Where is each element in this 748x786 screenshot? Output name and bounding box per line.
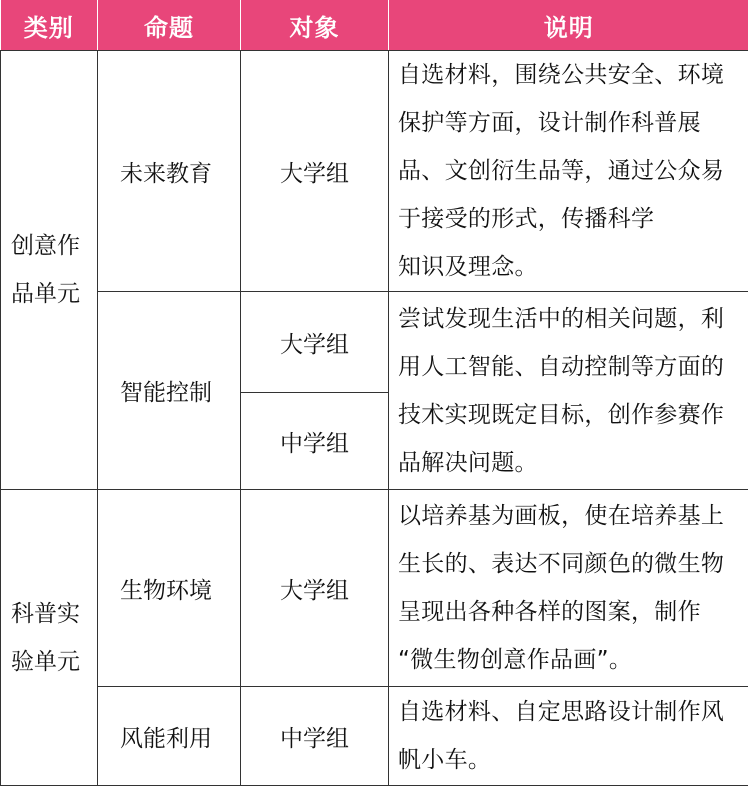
description-line: 生长的、表达不同颜色的微生物 [398, 551, 725, 577]
description-cell [389, 687, 748, 786]
topic-cell: 智能控制 [98, 292, 241, 490]
description-line: 自选材料，围绕公共安全、环境 [398, 62, 725, 88]
target-cell: 大学组 [241, 51, 389, 292]
topic-cell: 风能利用 [98, 687, 241, 786]
category-text: 科普实 [11, 600, 80, 627]
description-line: 知识及理念。 [398, 254, 538, 280]
description-cell [389, 292, 748, 490]
table-row [1, 687, 748, 786]
description-line: 自选材料、自定思路设计制作风 [398, 699, 725, 725]
topic-cell: 未来教育 [98, 51, 241, 292]
description-line: 帆小车。 [398, 747, 492, 773]
table-row [1, 490, 748, 687]
description-line: 保护等方面，设计制作科普展 [398, 110, 701, 136]
table-row [1, 292, 748, 393]
header-row [1, 0, 748, 51]
header-target: 对象 [241, 0, 389, 51]
category-text: 验单元 [11, 648, 80, 675]
description-line: 品解决问题。 [398, 449, 538, 476]
category-text: 创意作 [11, 233, 80, 259]
category-cell-creative [1, 51, 98, 490]
description-cell [389, 490, 748, 687]
target-cell: 中学组 [241, 393, 389, 490]
target-cell: 大学组 [241, 292, 389, 393]
description-line: 尝试发现生活中的相关问题，利 [398, 305, 725, 332]
description-line: “微生物创意作品画”。 [398, 647, 633, 673]
table-row [1, 51, 748, 292]
header-description: 说明 [389, 0, 748, 51]
description-cell [389, 51, 748, 292]
description-line: 呈现出各种各样的图案，制作 [398, 599, 701, 625]
target-cell: 大学组 [241, 490, 389, 687]
category-cell-science [1, 490, 98, 786]
description-line: 于接受的形式，传播科学 [398, 206, 655, 232]
header-topic: 命题 [98, 0, 241, 51]
description-line: 品、文创衍生品等，通过公众易 [398, 158, 725, 184]
header-category: 类别 [1, 0, 98, 51]
topic-cell: 生物环境 [98, 490, 241, 687]
description-line: 以培养基为画板，使在培养基上 [398, 503, 725, 529]
category-text: 品单元 [11, 281, 80, 307]
description-line: 用人工智能、自动控制等方面的 [398, 353, 725, 380]
target-cell: 中学组 [241, 687, 389, 786]
description-line: 技术实现既定目标，创作参赛作 [398, 401, 725, 428]
